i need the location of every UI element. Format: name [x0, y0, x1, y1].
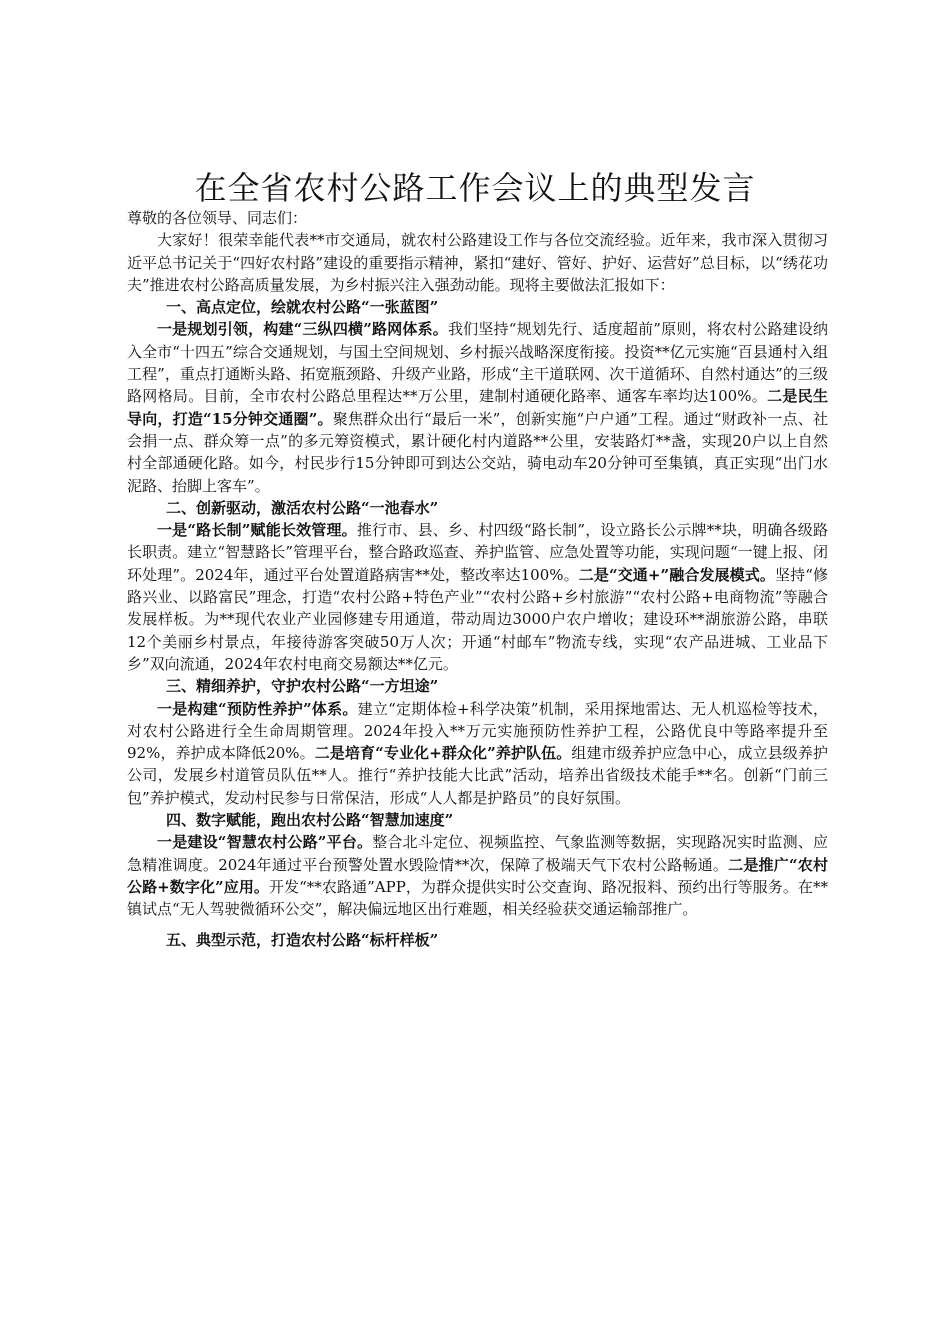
section-1-point-1-lead: 一是规划引领，构建“三纵四横”路网体系。: [157, 320, 448, 339]
section-4-point-2-lead: 二是推广“农村公路+数字化”应用。: [127, 855, 828, 896]
section-2-point-1-text: 推行市、县、乡、村四级“路长制”，设立路长公示牌**块，明确各级路长职责。建立“智慧路长”管理平台，整合路政巡查、养护监管、应急处置等功能，实现问题“一键上报、闭环处理”。2024年，通过平台处置道路病害**处，整改率达100%。: [127, 521, 828, 584]
section-3-point-1-text: 建立“定期体检+科学决策”机制，采用探地雷达、无人机巡检等技术，对农村公路进行全生命周期管理。2024年投入**万元实施预防性养护工程，公路优良中等路率提升至92%，养护成本降低20%。: [127, 699, 828, 763]
section-1-point-2-lead: 二是民生导向，打造“15分钟交通圈”。: [127, 387, 828, 428]
section-5-heading: 五、典型示范，打造农村公路“标杆样板”: [166, 930, 439, 949]
intro-paragraph: 大家好！很荣幸能代表**市交通局，就农村公路建设工作与各位交流经验。近年来，我市深入贯彻习近平总书记关于“四好农村路”建设的重要指示精神，紧扣“建好、管好、护好、运营好”总目标，以“绣花功夫”推进农村公路高质量发展，为乡村振兴注入强劲动能。现将主要做法汇报如下：: [127, 231, 828, 294]
section-1-heading: 一、高点定位，绘就农村公路“一张蓝图”: [166, 298, 439, 317]
section-4-point-2-text: 开发“**农路通”APP，为群众提供实时公交查询、路况报料、预约出行等服务。在**镇试点“无人驾驶微循环公交”，解决偏远地区出行难题，相关经验获交通运输部推广。: [127, 877, 828, 919]
document-body: [127, 207, 828, 951]
section-3-point-2-text: 组建市级养护应急中心，成立县级养护公司，发展乡村道管员队伍**人。推行“养护技能大比武”活动，培养出省级技术能手**名。创新“门前三包”养护模式，发动村民参与日常保洁，形成“人人都是护路员”的良好氛围。: [127, 744, 828, 807]
section-4-paragraph: [127, 831, 828, 920]
section-3-point-1-lead: 一是构建“预防性养护”体系。: [157, 699, 358, 718]
section-3-paragraph: [127, 698, 828, 809]
section-2-point-1-lead: 一是“路长制”赋能长效管理。: [157, 521, 357, 540]
section-4-point-1-lead: 一是建设“智慧农村公路”平台。: [157, 833, 373, 852]
section-2-point-2-text: 坚持“修路兴业、以路富民”理念，打造“农村公路+特色产业”“农村公路+乡村旅游”“农村公路+电商物流”等融合发展样板。为**现代农业产业园修建专用通道，带动周边3000户农户增收；建设环**湖旅游公路，串联12个美丽乡村景点，年接待游客突破50万人次；开通“村邮车”物流专线，实现“农产品进城、工业品下乡”双向流通，2024年农村电商交易额达**亿元。: [127, 565, 829, 673]
section-1-point-2-text: 聚焦群众出行“最后一米”，创新实施“户户通”工程。通过“财政补一点、社会捐一点、群众筹一点”的多元筹资模式，累计硬化村内道路**公里，安装路灯**盏，实现20户以上自然村全部通硬化路。如今，村民步行15分钟即可到达公交站，骑电动车20分钟可至集镇，真正实现“出门水泥路、抬脚上客车”。: [127, 409, 828, 495]
section-2-paragraph: [127, 519, 828, 675]
section-1-paragraph: [127, 318, 828, 496]
salutation: 尊敬的各位领导、同志们：: [127, 209, 308, 227]
section-1-point-1-text: 我们坚持“规划先行、适度超前”原则，将农村公路建设纳入全市“十四五”综合交通规划，与国土空间规划、乡村振兴战略深度衔接。投资**亿元实施“百县通村入组工程”，重点打通断头路、拓宽瓶颈路、升级产业路，形成“主干道联网、次干道循环、自然村通达”的三级路网格局。目前，全市农村公路总里程达**万公里，建制村通硬化路率、通客车率均达100%。: [127, 320, 829, 406]
section-3-point-2-lead: 二是培育“专业化+群众化”养护队伍。: [314, 744, 572, 763]
section-4-point-1-text: 整合北斗定位、视频监控、气象监测等数据，实现路况实时监测、应急精准调度。2024年通过平台预警处置水毁险情**次，保障了极端天气下农村公路畅通。: [127, 833, 828, 874]
document-title: 在全省农村公路工作会议上的典型发言: [194, 169, 756, 207]
section-3-heading: 三、精细养护，守护农村公路“一方坦途”: [166, 677, 439, 696]
section-4-heading: 四、数字赋能，跑出农村公路“智慧加速度”: [166, 811, 454, 830]
section-2-heading: 二、创新驱动，激活农村公路“一池春水”: [166, 498, 439, 517]
section-2-point-2-lead: 二是“交通+”融合发展模式。: [578, 565, 776, 584]
